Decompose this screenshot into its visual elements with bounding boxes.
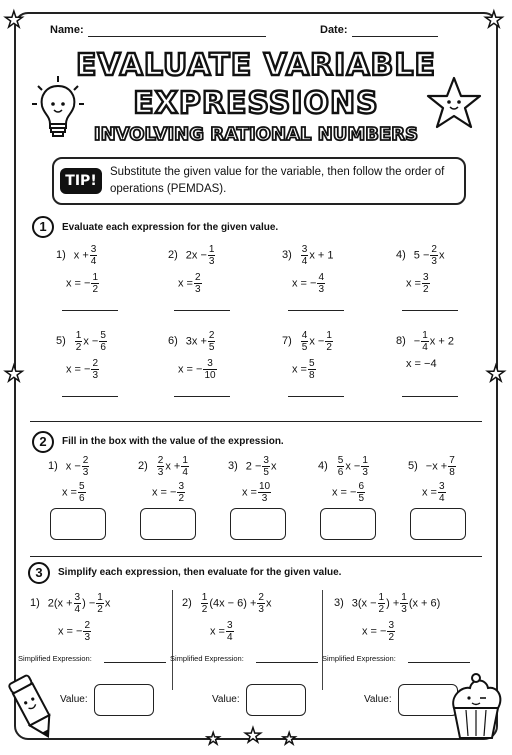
star-icon: ★: [244, 723, 262, 747]
answer-box[interactable]: [410, 508, 466, 540]
title-line-2: EXPRESSIONS: [133, 86, 379, 121]
section-divider: [30, 556, 482, 557]
given-value: x = $\frac{3}{4}$: [422, 481, 445, 504]
section-1-number: 1: [32, 216, 54, 238]
answer-line[interactable]: [62, 310, 118, 311]
problem-expression: 2) 2x − $\frac{1}{3}$: [168, 244, 215, 267]
fraction: $\frac{1}{4}$: [182, 455, 188, 478]
fraction: $\frac{1}{3}$: [208, 244, 215, 267]
fraction: $\frac{2}{3}$: [84, 620, 91, 643]
star-icon: ★: [282, 729, 297, 748]
fraction: $\frac{2}{3}$: [258, 592, 264, 615]
fraction: $\frac{5}{6}$: [100, 330, 106, 353]
problem-expression: 5) $\frac{1}{2}$ x − $\frac{5}{6}$: [56, 330, 106, 353]
fraction: $\frac{2}{3}$: [92, 358, 99, 381]
given-value: x = $\frac{5}{6}$: [62, 481, 85, 504]
fraction: $\frac{1}{2}$: [75, 330, 82, 353]
problem-expression: 3) 3(x − $\frac{1}{2}$ ) + $\frac{1}{3}$ (x + 6): [334, 592, 441, 615]
fraction: $\frac{1}{2}$: [97, 592, 103, 615]
fraction: $\frac{1}{3}$: [401, 592, 407, 615]
value-label: Value:: [60, 694, 88, 705]
answer-box[interactable]: [50, 508, 106, 540]
answer-box[interactable]: [140, 508, 196, 540]
tip-badge: TIP!: [60, 168, 102, 194]
given-value: x = $\frac{3}{2}$: [406, 272, 429, 295]
fraction: $\frac{2}{3}$: [157, 455, 164, 478]
simplified-expression-label: Simplified Expression:: [170, 654, 244, 663]
fraction: $\frac{4}{3}$: [318, 272, 325, 295]
answer-line[interactable]: [402, 396, 458, 397]
title-line-3: INVOLVING RATIONAL NUMBERS: [93, 124, 419, 145]
fraction: $\frac{3}{10}$: [204, 358, 216, 381]
date-label: Date:: [320, 24, 348, 36]
answer-line[interactable]: [174, 396, 230, 397]
value-answer-box[interactable]: [94, 684, 154, 716]
fraction: $\frac{3}{4}$: [226, 620, 233, 643]
fraction: $\frac{2}{5}$: [208, 330, 215, 353]
fraction: $\frac{3}{5}$: [263, 455, 269, 478]
given-value: x = $\frac{5}{8}$: [292, 358, 315, 381]
star-icon: ★: [4, 8, 24, 33]
fraction: $\frac{2}{3}$: [431, 244, 437, 267]
answer-line[interactable]: [62, 396, 118, 397]
problem-expression: 1) 2(x + $\frac{3}{4}$ ) − $\frac{1}{2}$ x: [30, 592, 111, 615]
problem-expression: 1) x + $\frac{3}{4}$: [56, 244, 97, 267]
given-value: x = − $\frac{6}{5}$: [332, 481, 365, 504]
fraction: $\frac{3}{2}$: [388, 620, 395, 643]
problem-expression: 4) 5 − $\frac{2}{3}$ x: [396, 244, 445, 267]
value-answer-box[interactable]: [246, 684, 306, 716]
answer-line[interactable]: [174, 310, 230, 311]
fraction: $\frac{3}{2}$: [178, 481, 185, 504]
problem-expression: 5) −x + $\frac{7}{8}$: [408, 455, 455, 478]
fraction: $\frac{6}{5}$: [358, 481, 365, 504]
simplified-expression-label: Simplified Expression:: [18, 654, 92, 663]
section-1-instruction: Evaluate each expression for the given value.: [62, 222, 279, 233]
date-field[interactable]: [352, 36, 438, 37]
section-divider: [30, 421, 482, 422]
problem-expression: 6) 3x + $\frac{2}{5}$: [168, 330, 215, 353]
fraction: $\frac{2}{3}$: [194, 272, 201, 295]
lightbulb-icon: [32, 74, 84, 142]
given-value: x = − $\frac{2}{3}$: [66, 358, 99, 381]
answer-line[interactable]: [288, 310, 344, 311]
section-2-number: 2: [32, 431, 54, 453]
cupcake-icon: [446, 672, 506, 744]
given-value: x = $\frac{3}{4}$: [210, 620, 233, 643]
star-icon: ★: [486, 362, 506, 387]
value-label: Value:: [212, 694, 240, 705]
column-divider: [172, 590, 173, 690]
given-value: x = − $\frac{2}{3}$: [58, 620, 91, 643]
fraction: $\frac{3}{4}$: [90, 244, 97, 267]
section-2-instruction: Fill in the box with the value of the expression.: [62, 436, 284, 447]
problem-expression: 2) $\frac{1}{2}$ (4x − 6) + $\frac{2}{3}$ x: [182, 592, 272, 615]
given-value: x = −4: [406, 358, 437, 370]
star-icon: ★: [4, 362, 24, 387]
fraction: $\frac{2}{3}$: [82, 455, 89, 478]
fraction: $\frac{1}{3}$: [362, 455, 368, 478]
given-value: x = − $\frac{3}{2}$: [152, 481, 185, 504]
fraction: $\frac{3}{4}$: [438, 481, 445, 504]
given-value: x = $\frac{2}{3}$: [178, 272, 201, 295]
simplified-expression-line[interactable]: [408, 662, 470, 663]
fraction: $\frac{3}{4}$: [301, 244, 308, 267]
fraction: $\frac{5}{6}$: [78, 481, 85, 504]
fraction: $\frac{5}{8}$: [308, 358, 315, 381]
star-icon: ★: [484, 8, 504, 33]
section-3-number: 3: [28, 562, 50, 584]
pencil-icon: [8, 672, 58, 744]
given-value: x = − $\frac{4}{3}$: [292, 272, 325, 295]
answer-box[interactable]: [230, 508, 286, 540]
star-icon: ★: [206, 729, 221, 748]
title-line-1: EVALUATE VARIABLE: [75, 48, 437, 83]
column-divider: [322, 590, 323, 690]
problem-expression: 3) $\frac{3}{4}$ x + 1: [282, 244, 334, 267]
answer-line[interactable]: [402, 310, 458, 311]
fraction: $\frac{1}{2}$: [378, 592, 385, 615]
fraction: $\frac{1}{2}$: [201, 592, 208, 615]
section-3-instruction: Simplify each expression, then evaluate for the given value.: [58, 567, 342, 578]
problem-expression: 7) $\frac{4}{5}$ x − $\frac{1}{2}$: [282, 330, 332, 353]
smiling-star-icon: [424, 74, 484, 134]
given-value: x = − $\frac{3}{2}$: [362, 620, 395, 643]
fraction: $\frac{1}{4}$: [422, 330, 428, 353]
problem-expression: 1) x − $\frac{2}{3}$: [48, 455, 89, 478]
simplified-expression-line[interactable]: [104, 662, 166, 663]
tip-text: Substitute the given value for the variable, then follow the order of operations (PEMDAS).: [110, 166, 445, 195]
simplified-expression-line[interactable]: [256, 662, 318, 663]
value-label: Value:: [364, 694, 392, 705]
fraction: $\frac{1}{2}$: [92, 272, 99, 295]
name-label: Name:: [50, 24, 84, 36]
answer-line[interactable]: [288, 396, 344, 397]
name-field[interactable]: [88, 36, 266, 37]
fraction: $\frac{3}{2}$: [422, 272, 429, 295]
problem-expression: 3) 2 − $\frac{3}{5}$ x: [228, 455, 277, 478]
problem-expression: 4) $\frac{5}{6}$ x − $\frac{1}{3}$: [318, 455, 368, 478]
given-value: x = − $\frac{3}{10}$: [178, 358, 216, 381]
fraction: $\frac{5}{6}$: [337, 455, 344, 478]
fraction: $\frac{3}{4}$: [74, 592, 81, 615]
given-value: x = $\frac{10}{3}$: [242, 481, 271, 504]
fraction: $\frac{4}{5}$: [301, 330, 308, 353]
given-value: x = − $\frac{1}{2}$: [66, 272, 99, 295]
problem-expression: 2) $\frac{2}{3}$ x + $\frac{1}{4}$: [138, 455, 188, 478]
answer-box[interactable]: [320, 508, 376, 540]
fraction: $\frac{10}{3}$: [258, 481, 271, 504]
fraction: $\frac{7}{8}$: [449, 455, 455, 478]
problem-expression: 8) − $\frac{1}{4}$ x + 2: [396, 330, 454, 353]
simplified-expression-label: Simplified Expression:: [322, 654, 396, 663]
fraction: $\frac{1}{2}$: [326, 330, 332, 353]
